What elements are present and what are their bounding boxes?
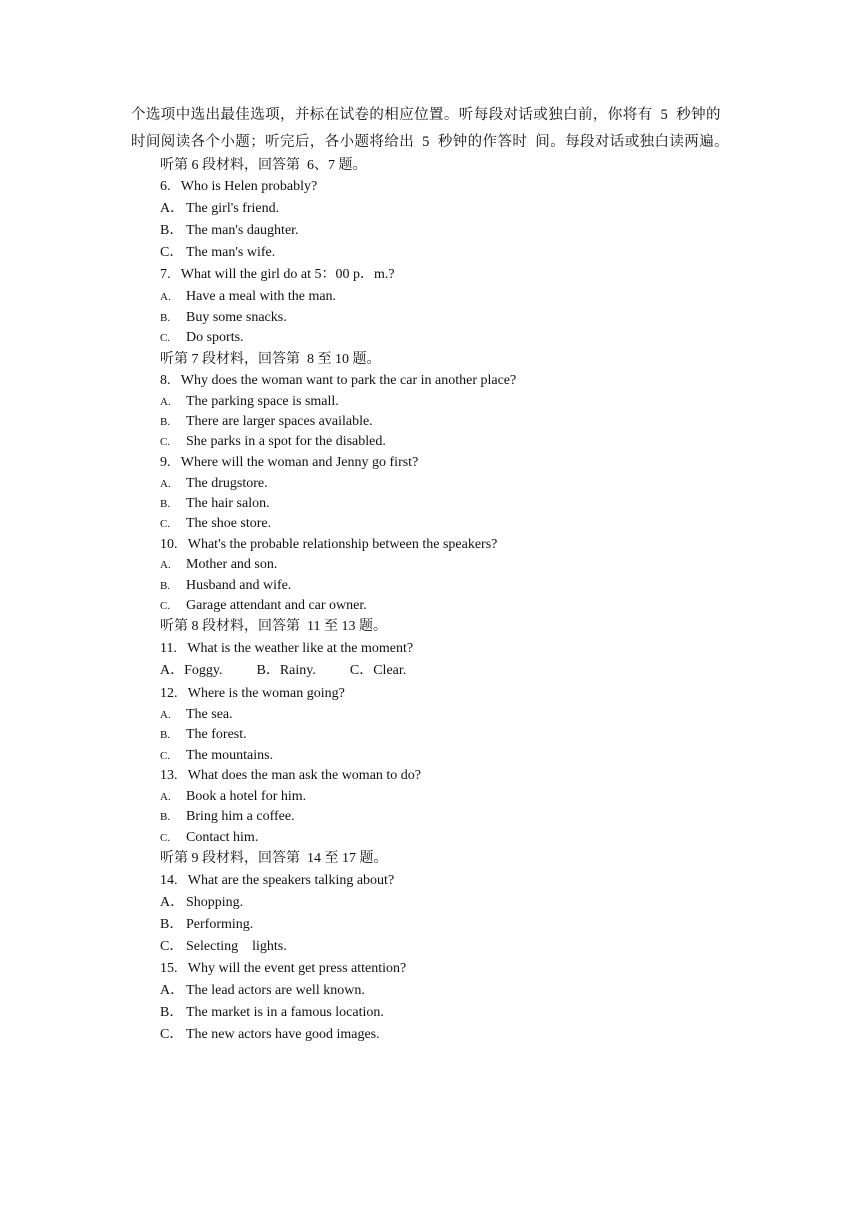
answer-option [160,788,306,806]
instruction-line: 时间阅读各个小题；听完后，各小题将给出 5 秒钟的作答时 间。每段对话或独白读两遍。 [131,134,729,150]
option-text: Contact him. [186,830,259,845]
answer-option [160,495,270,513]
option-text: The sea. [186,707,233,722]
option-text: There are larger spaces available. [186,414,373,429]
option-letter: A. [160,791,171,803]
answer-option [160,329,244,347]
option-text: Shopping. [186,895,244,910]
question-text: 10. What's the probable relationship between the speakers? [160,537,498,552]
answer-option [160,982,365,1000]
option-text: The girl's friend. [186,201,280,216]
answer-option [160,747,273,765]
answer-option [160,244,275,262]
answer-option [160,515,271,533]
option-text: Buy some snacks. [186,310,287,325]
option-text: Book a hotel for him. [186,789,307,804]
answer-option [160,829,258,847]
question-text: 15. Why will the event get press attention? [160,961,407,976]
option-letter: A. [160,559,171,571]
answer-option [160,577,291,595]
answer-option [160,706,233,724]
section-heading: 听第 7 段材料，回答第 8 至 10 题。 [160,352,381,367]
option-letter: B． [160,1005,184,1020]
option-letter: C. [160,332,171,344]
option-letter: B. [160,580,171,592]
answer-option [160,597,367,615]
instruction-line: 个选项中选出最佳选项，并标在试卷的相应位置。听每段对话或独白前，你将有 5 秒钟的 [131,107,721,123]
option-letter: C. [160,518,171,530]
option-letter: A． [160,201,185,216]
option-text: Have a meal with the man. [186,289,337,304]
answer-option: C．Clear. [349,663,407,678]
answer-option [160,413,373,431]
answer-option: B．Rainy. [256,663,316,678]
option-letter: B. [160,312,171,324]
question-text: 8. Why does the woman want to park the car in another place? [160,373,517,388]
question-text: 12. Where is the woman going? [160,686,345,701]
option-letter: B. [160,498,171,510]
option-letter: B. [160,729,171,741]
answer-option [160,1026,380,1044]
option-text: The mountains. [186,748,274,763]
inline-options [160,662,440,680]
option-letter: A. [160,396,171,408]
option-letter: C. [160,436,171,448]
question-text: 13. What does the man ask the woman to do? [160,768,422,783]
answer-option [160,726,247,744]
option-letter: C. [160,600,171,612]
option-text: Husband and wife. [186,578,292,593]
option-text: The new actors have good images. [186,1027,380,1042]
answer-option [160,808,295,826]
question-text: 6. Who is Helen probably? [160,179,318,194]
option-text: Garage attendant and car owner. [186,598,367,613]
option-letter: C. [160,832,171,844]
option-text: The man's daughter. [186,223,299,238]
answer-option [160,556,277,574]
answer-option [160,222,299,240]
option-text: The man's wife. [186,245,276,260]
option-letter: A. [160,478,171,490]
option-text: The hair salon. [186,496,270,511]
option-text: The lead actors are well known. [186,983,365,998]
option-text: The market is in a famous location. [186,1005,384,1020]
option-text: Mother and son. [186,557,278,572]
option-text: The forest. [186,727,247,742]
question-text: 14. What are the speakers talking about? [160,873,395,888]
question-text: 7. What will the girl do at 5：00 p．m.? [160,267,395,282]
option-text: The drugstore. [186,476,268,491]
answer-option: A．Foggy. [160,663,223,678]
section-heading: 听第 9 段材料，回答第 14 至 17 题。 [160,851,388,866]
answer-option [160,288,336,306]
option-letter: B. [160,416,171,428]
option-text: The shoe store. [186,516,272,531]
option-letter: A. [160,709,171,721]
option-letter: C． [160,939,184,954]
answer-option [160,393,339,411]
answer-option [160,433,386,451]
answer-option [160,475,268,493]
option-letter: C． [160,245,184,260]
section-heading: 听第 8 段材料，回答第 11 至 13 题。 [160,619,387,634]
option-letter: B. [160,811,171,823]
option-letter: B． [160,917,184,932]
answer-option [160,894,243,912]
answer-option [160,1004,384,1022]
answer-option [160,916,253,934]
option-text: Do sports. [186,330,244,345]
option-letter: A. [160,291,171,303]
answer-option [160,938,287,956]
option-letter: A． [160,983,185,998]
section-heading: 听第 6 段材料，回答第 6、7 题。 [160,158,367,173]
answer-option [160,200,279,218]
option-letter: A． [160,895,185,910]
option-text: Performing. [186,917,254,932]
option-text: Selecting lights. [186,939,287,954]
option-letter: C． [160,1027,184,1042]
question-text: 11. What is the weather like at the moment? [160,641,414,656]
option-letter: B． [160,223,184,238]
option-text: Bring him a coffee. [186,809,295,824]
option-text: The parking space is small. [186,394,339,409]
question-text: 9. Where will the woman and Jenny go first? [160,455,419,470]
option-text: She parks in a spot for the disabled. [186,434,386,449]
answer-option [160,309,287,327]
option-letter: C. [160,750,171,762]
